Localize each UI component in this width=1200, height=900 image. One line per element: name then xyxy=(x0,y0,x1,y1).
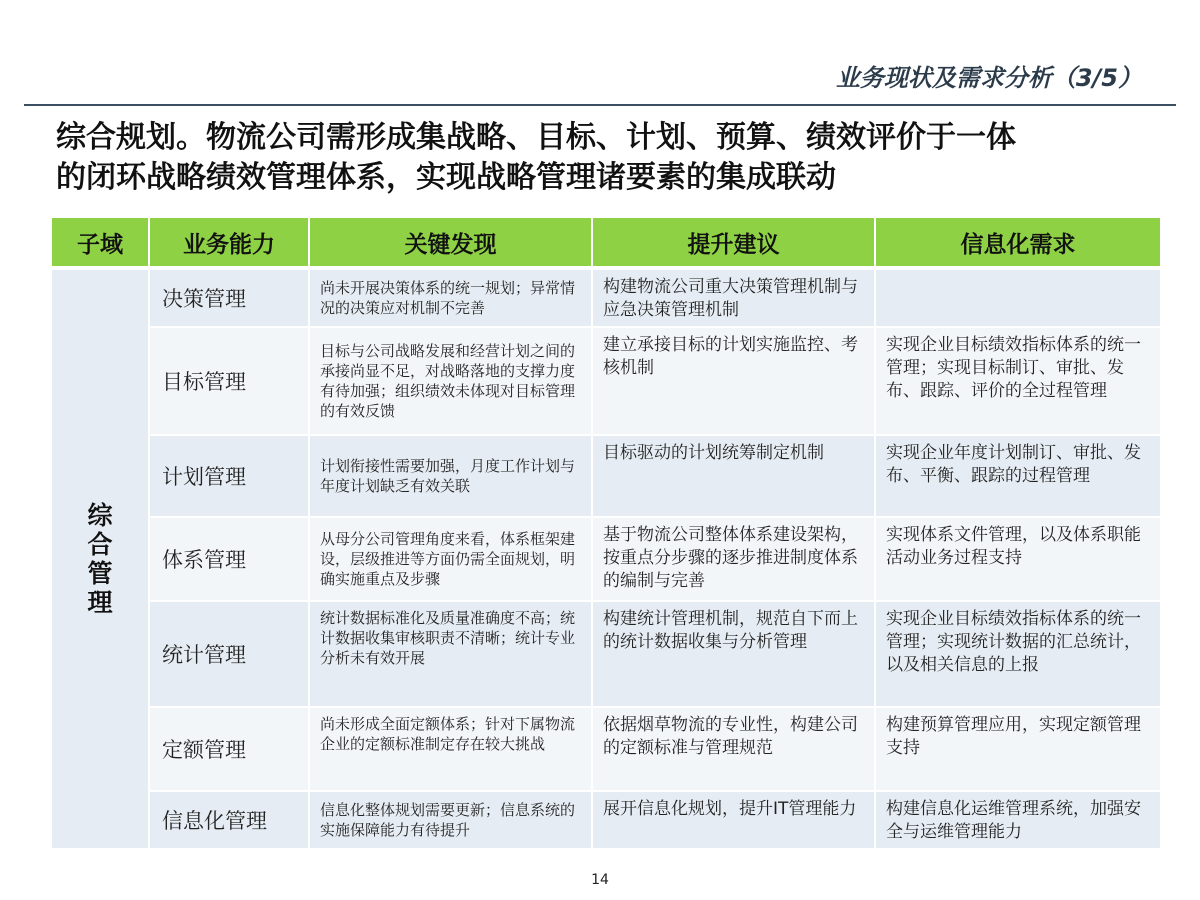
header-capability: 业务能力 xyxy=(150,218,310,266)
suggestion-cell: 构建统计管理机制，规范自下而上的统计数据收集与分析管理 xyxy=(593,602,876,708)
headline-line-1: 综合规划。物流公司需形成集战略、目标、计划、预算、绩效评价于一体 xyxy=(56,120,1016,155)
subdomain-cell xyxy=(52,270,150,850)
capability-cell: 信息化管理 xyxy=(150,792,310,850)
need-cell: 实现企业目标绩效指标体系的统一管理；实现目标制订、审批、发布、跟踪、评价的全过程管理 xyxy=(876,328,1160,436)
finding-cell: 计划衔接性需要加强，月度工作计划与年度计划缺乏有效关联 xyxy=(310,436,593,518)
need-cell xyxy=(876,270,1160,328)
slide-headline xyxy=(56,118,1156,198)
finding-cell: 信息化整体规划需要更新；信息系统的实施保障能力有待提升 xyxy=(310,792,593,850)
finding-cell: 统计数据标准化及质量准确度不高；统计数据收集审核职责不清晰；统计专业分析未有效开展 xyxy=(310,602,593,708)
subdomain-label: 综合管理 xyxy=(87,501,113,617)
need-cell: 构建信息化运维管理系统，加强安全与运维管理能力 xyxy=(876,792,1160,850)
capability-cell: 决策管理 xyxy=(150,270,310,328)
table-row xyxy=(52,270,1160,328)
suggestion-cell: 基于物流公司整体体系建设架构，按重点分步骤的逐步推进制度体系的编制与完善 xyxy=(593,518,876,602)
suggestion-cell: 目标驱动的计划统筹制定机制 xyxy=(593,436,876,518)
suggestion-cell: 展开信息化规划，提升IT管理能力 xyxy=(593,792,876,850)
suggestion-cell: 依据烟草物流的专业性，构建公司的定额标准与管理规范 xyxy=(593,708,876,792)
finding-cell: 目标与公司战略发展和经营计划之间的承接尚显不足，对战略落地的支撑力度有待加强；组织绩效未体现对目标管理的有效反馈 xyxy=(310,328,593,436)
header-it-needs: 信息化需求 xyxy=(876,218,1160,266)
table-header-row xyxy=(52,218,1160,266)
table-row xyxy=(52,792,1160,850)
headline-line-2: 的闭环战略绩效管理体系，实现战略管理诸要素的集成联动 xyxy=(56,160,836,195)
capability-cell: 统计管理 xyxy=(150,602,310,708)
table-row xyxy=(52,436,1160,518)
need-cell: 实现企业目标绩效指标体系的统一管理；实现统计数据的汇总统计，以及相关信息的上报 xyxy=(876,602,1160,708)
need-cell: 实现企业年度计划制订、审批、发布、平衡、跟踪的过程管理 xyxy=(876,436,1160,518)
table-row xyxy=(52,328,1160,436)
capability-cell: 体系管理 xyxy=(150,518,310,602)
need-cell: 实现体系文件管理，以及体系职能活动业务过程支持 xyxy=(876,518,1160,602)
finding-cell: 尚未开展决策体系的统一规划；异常情况的决策应对机制不完善 xyxy=(310,270,593,328)
header-suggestions: 提升建议 xyxy=(593,218,876,266)
header-subdomain: 子域 xyxy=(52,218,150,266)
finding-cell: 从母分公司管理角度来看，体系框架建设，层级推进等方面仍需全面规划，明确实施重点及步骤 xyxy=(310,518,593,602)
need-cell: 构建预算管理应用，实现定额管理支持 xyxy=(876,708,1160,792)
table-row xyxy=(52,708,1160,792)
capability-cell: 定额管理 xyxy=(150,708,310,792)
header-divider xyxy=(24,104,1176,106)
header-key-findings: 关键发现 xyxy=(310,218,593,266)
analysis-table xyxy=(52,218,1160,850)
suggestion-cell: 建立承接目标的计划实施监控、考核机制 xyxy=(593,328,876,436)
section-title: 业务现状及需求分析（3/5） xyxy=(835,64,1142,92)
capability-cell: 计划管理 xyxy=(150,436,310,518)
capability-cell: 目标管理 xyxy=(150,328,310,436)
table-row xyxy=(52,602,1160,708)
page-number: 14 xyxy=(591,872,609,888)
table-row xyxy=(52,518,1160,602)
finding-cell: 尚未形成全面定额体系；针对下属物流企业的定额标准制定存在较大挑战 xyxy=(310,708,593,792)
suggestion-cell: 构建物流公司重大决策管理机制与应急决策管理机制 xyxy=(593,270,876,328)
